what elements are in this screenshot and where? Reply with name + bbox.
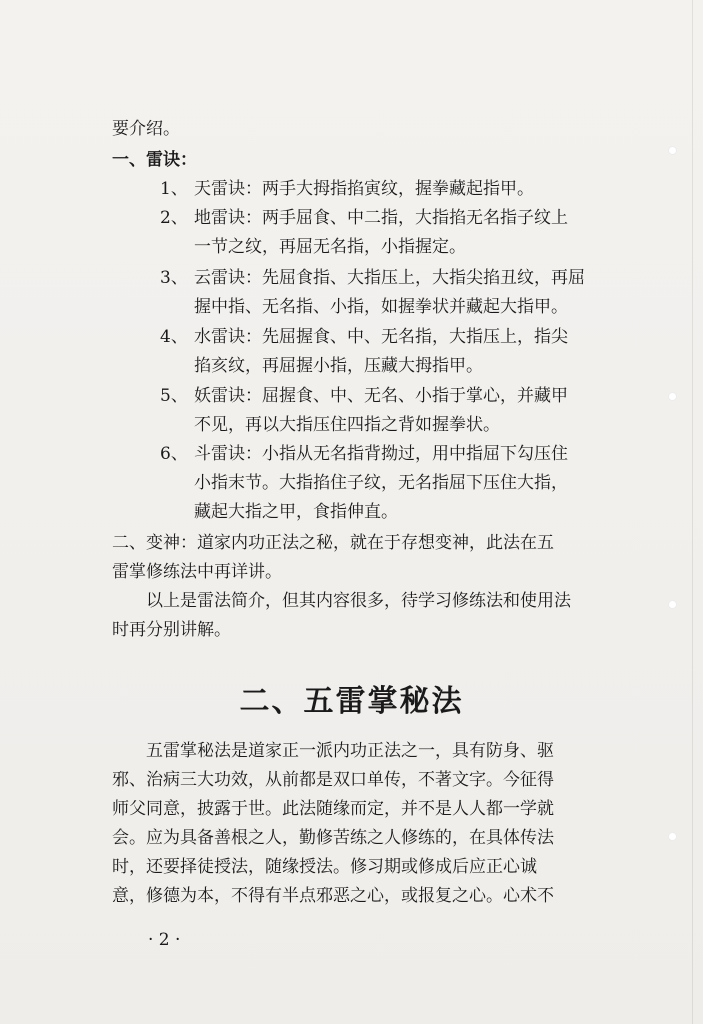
- text-line: 雷掌修练法中再详讲。: [112, 562, 282, 582]
- text-line: 掐亥纹，再屈握小指，压藏大拇指甲。: [194, 356, 483, 376]
- paragraph-line: 师父同意，披露于世。此法随缘而定，并不是人人都一学就: [112, 799, 554, 819]
- list-item: [160, 443, 568, 465]
- paragraph-line: 以上是雷法简介，但其内容很多，待学习修练法和使用法: [146, 591, 571, 611]
- list-item: [160, 326, 568, 348]
- item-number: 2、: [160, 208, 188, 228]
- text-line: 一节之纹，再屈无名指，小指握定。: [194, 237, 466, 257]
- item-text: 云雷诀：先屈食指、大指压上，大指尖掐丑纹，再屈: [194, 268, 585, 288]
- item-text: 地雷诀：两手屈食、中二指，大指掐无名指子纹上: [194, 208, 568, 228]
- page-number: · 2 ·: [148, 930, 181, 950]
- item-number: 1、: [160, 179, 188, 199]
- paragraph-line: 时再分别讲解。: [112, 620, 231, 640]
- item-number: 5、: [160, 386, 188, 406]
- text-line: 握中指、无名指、小指，如握拳状并藏起大指甲。: [194, 297, 568, 317]
- paragraph-line: 时，还要择徒授法，随缘授法。修习期或修成后应正心诚: [112, 857, 537, 877]
- text-line: 小指末节。大指掐住子纹，无名指屈下压住大指，: [194, 473, 568, 493]
- binding-hole: [668, 146, 677, 155]
- list-item: [160, 178, 534, 200]
- text-line: 要介绍。: [112, 119, 180, 139]
- binding-hole: [668, 832, 677, 841]
- item-text: 水雷诀：先屈握食、中、无名指，大指压上，指尖: [194, 327, 568, 347]
- item-text: 斗雷诀：小指从无名指背拗过，用中指屈下勾压住: [194, 444, 568, 464]
- binding-hole: [668, 600, 677, 609]
- item-number: 4、: [160, 327, 188, 347]
- paragraph-line: 意，修德为本，不得有半点邪恶之心，或报复之心。心术不: [112, 886, 554, 906]
- binding-hole: [668, 392, 677, 401]
- paragraph-line: 五雷掌秘法是道家正一派内功正法之一，具有防身、驱: [146, 741, 554, 761]
- page-edge: [692, 0, 693, 1024]
- list-item: [160, 207, 568, 229]
- chapter-title: 二、五雷掌秘法: [239, 684, 464, 719]
- item-text: 妖雷诀：屈握食、中、无名、小指于掌心，并藏甲: [194, 386, 568, 406]
- section-heading: 一、雷诀：: [112, 150, 197, 170]
- item-text: 天雷诀：两手大拇指掐寅纹，握拳藏起指甲。: [194, 179, 534, 199]
- text-line: 藏起大指之甲，食指伸直。: [194, 502, 398, 522]
- paragraph-line: 会。应为具备善根之人，勤修苦练之人修练的，在具体传法: [112, 828, 554, 848]
- text-line: 不见，再以大指压住四指之背如握拳状。: [194, 415, 500, 435]
- list-item: [160, 385, 568, 407]
- section-paragraph: 二、变神：道家内功正法之秘，就在于存想变神，此法在五: [112, 533, 554, 553]
- item-number: 6、: [160, 444, 188, 464]
- item-number: 3、: [160, 268, 188, 288]
- paragraph-line: 邪、治病三大功效，从前都是双口单传，不著文字。今征得: [112, 770, 554, 790]
- list-item: [160, 267, 585, 289]
